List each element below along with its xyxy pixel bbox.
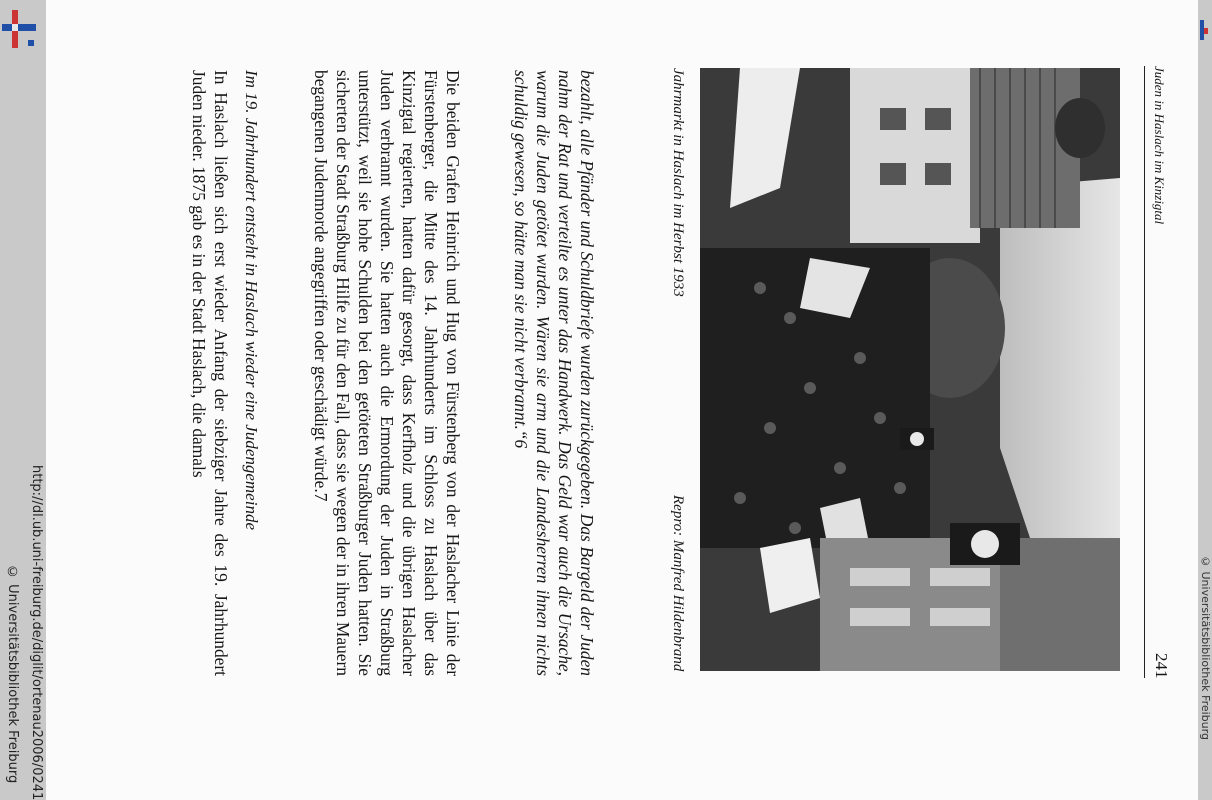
scan-color-target-right-icon	[1198, 20, 1210, 40]
body-paragraph-1	[276, 70, 464, 676]
paragraph-text-1: Die beiden Grafen Heinrich und Hug von Fürstenberg von der Haslacher Linie der Fürstenberger, die Mitte des 14. Jahrhunderts im Schloss zu Haslach über das Kinzigtal regierten, hatten dafür gesorgt, dass Kerfholz und die übrigen Haslacher Juden verbrannt wurden. Sie hatten auch die Ermordung der Juden in Straßburg unterstützt, weil sie hohe Schulden bei den getöteten Straßburger Juden hatten. Sie sicherten der Stadt Straßburg Hilfe zu für den Fall, dass sie wegen der in ihren Mauern begangenen Judenmorde angegriffen oder geschädigt würde.7	[311, 70, 463, 676]
photo-caption: Jahrmarkt in Haslach im Herbst 1933	[670, 68, 686, 297]
page-number: 241	[1152, 652, 1171, 678]
body-paragraph-2	[166, 70, 232, 676]
photo-caption-line	[662, 68, 686, 671]
right-edge-copyright: © Universitätsbibliothek Freiburg	[1199, 555, 1212, 740]
paragraph-text-2: In Haslach ließen sich erst wieder Anfang der siebziger Jahre des 19. Jahrhundert Juden nieder. 1875 gab es in der Stadt Haslach, die damals	[189, 70, 231, 676]
quote-block	[492, 70, 598, 676]
market-photo	[700, 68, 1120, 671]
running-header	[1144, 66, 1171, 678]
book-page	[46, 0, 1198, 800]
photo-scene-icon	[700, 68, 1120, 671]
photo-credit: Repro: Manfred Hildenbrand	[670, 494, 686, 671]
running-head-title: Juden in Haslach im Kinzigtal	[1152, 66, 1167, 225]
copyright-notice: © Universitätsbibliothek Freiburg	[5, 565, 20, 784]
source-url[interactable]: http://dl.ub.uni-freiburg.de/diglit/ortenau2006/0241	[29, 464, 44, 800]
quote-text: bezahlt, alle Pfänder und Schuldbriefe wurden zurückgegeben. Das Bargeld der Juden nahm der Rat und verteilte es unter das Handwerk. Das Geld war auch die Ursache, warum die Juden getötet wurden. Wären sie arm und die Landesherren ihnen nichts schuldig gewesen, so hätte man sie nicht verbrannt.“6	[511, 70, 597, 676]
section-heading: Im 19. Jahrhundert entsteht in Haslach wieder eine Judengemeinde	[242, 70, 261, 530]
